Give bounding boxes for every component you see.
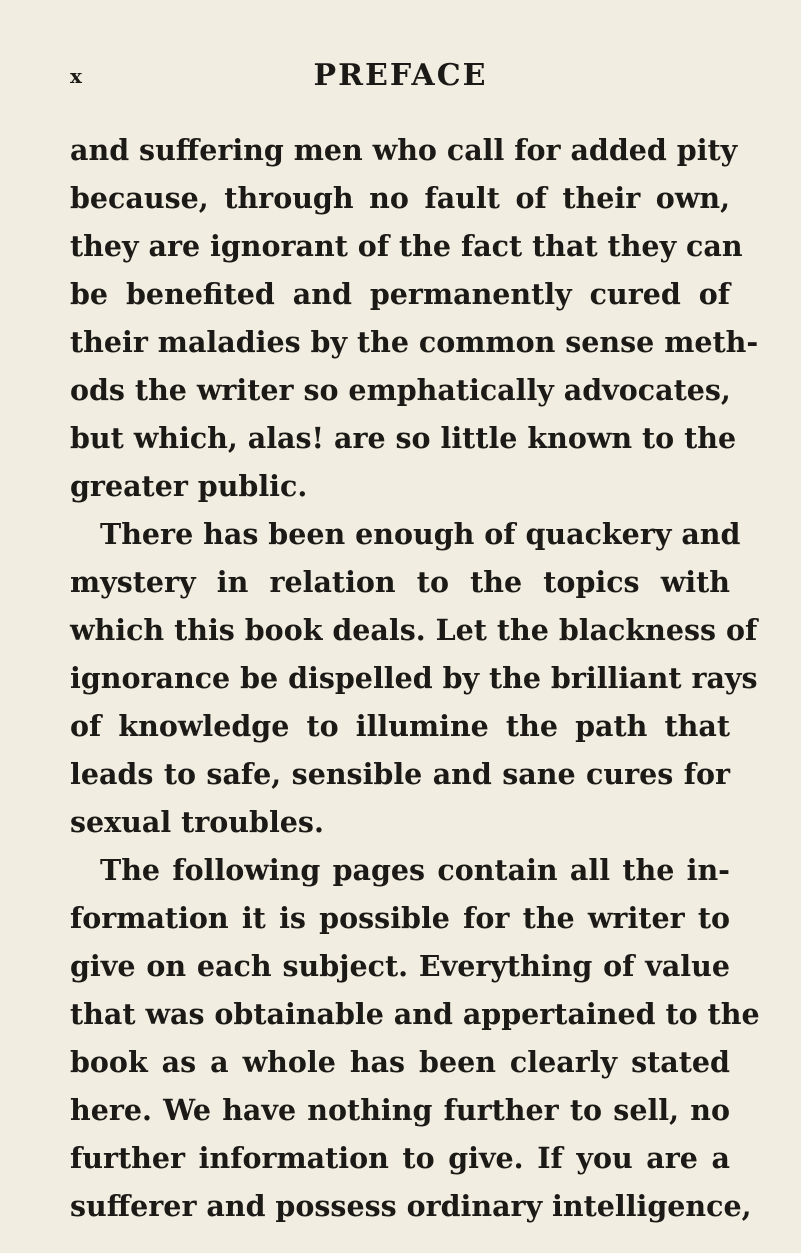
- text-line: of knowledge to illumine the path that: [70, 709, 730, 743]
- text-line: sufferer and possess ordinary intelligence,: [70, 1189, 752, 1223]
- text-line: formation it is possible for the writer to: [70, 901, 730, 935]
- body-text: [70, 126, 760, 1230]
- text-line: but which, alas! are so little known to the: [70, 421, 737, 455]
- text-line: their maladies by the common sense meth-: [70, 325, 759, 359]
- text-line: further information to give. If you are a: [70, 1141, 730, 1175]
- text-line: because, through no fault of their own,: [70, 181, 730, 215]
- text-line: The following pages contain all the in-: [100, 853, 730, 887]
- text-line: ods the writer so emphatically advocates,: [70, 373, 731, 407]
- text-line: give on each subject. Everything of value: [70, 949, 730, 983]
- text-line: book as a whole has been clearly stated: [70, 1045, 730, 1079]
- text-line: and suffering men who call for added pity: [70, 133, 738, 167]
- text-line: greater public.: [70, 469, 308, 503]
- text-line: that was obtainable and appertained to the: [70, 997, 760, 1031]
- text-line: mystery in relation to the topics with: [70, 565, 730, 599]
- text-line: leads to safe, sensible and sane cures for: [70, 757, 730, 791]
- page-number: x: [70, 64, 83, 88]
- text-line: There has been enough of quackery and: [100, 517, 741, 551]
- page-header: [0, 58, 801, 98]
- text-line: here. We have nothing further to sell, no: [70, 1093, 730, 1127]
- text-line: sexual troubles.: [70, 805, 324, 839]
- text-line: be benefited and permanently cured of: [70, 277, 730, 311]
- running-title: PREFACE: [313, 58, 488, 93]
- text-line: which this book deals. Let the blackness of: [70, 613, 758, 647]
- text-line: ignorance be dispelled by the brilliant rays: [70, 661, 758, 695]
- text-line: they are ignorant of the fact that they can: [70, 229, 743, 263]
